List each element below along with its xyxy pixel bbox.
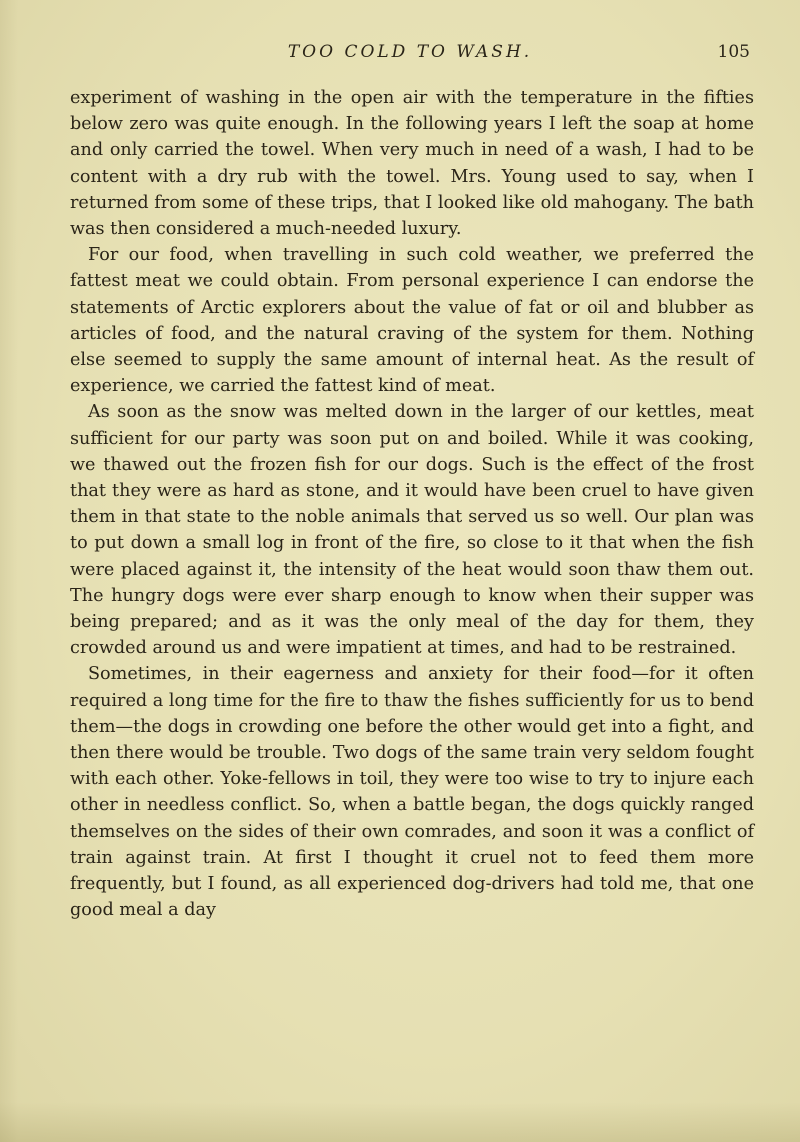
paragraph-3: As soon as the snow was melted down in the larger of our kettles, meat sufficient for our party was soon put on and boiled. While it was cooking, we thawed out the frozen fish for our dogs. Such is the effect of the frost that they were as hard as stone, and it would have been cruel to have given them in that state to the noble animals that served us so well. Our plan was to put down a small log in front of the fire, so close to it that when the fish were placed against it, the intensity of the heat would soon thaw them out. The hungry dogs were ever sharp enough to know when their supper was being prepared; and as it was the only meal of the day for them, they crowded around us and were impatient at times, and had to be restrained. — [70, 402, 754, 659]
page-number: 105 — [717, 42, 750, 62]
running-head: TOO COLD TO WASH. — [287, 42, 533, 62]
page-edge-shadow — [0, 1102, 800, 1142]
paragraph-4: Sometimes, in their eagerness and anxiety for their food—for it often required a long time for the fire to thaw the fishes sufficiently for us to bend them—the dogs in crowding one before the other would get into a fight, and then there would be trouble. Two dogs of the same train very seldom fought with each other. Yoke-fellows in toil, they were too wise to try to injure each other in needless conflict. So, when a battle began, the dogs quickly ranged themselves on the sides of their own comrades, and soon it was a conflict of train against train. At first I thought it cruel not to feed them more frequently, but I found, as all experienced dog-drivers had told me, that one good meal a day — [70, 664, 754, 921]
paragraph-2: For our food, when travelling in such cold weather, we preferred the fattest meat we could obtain. From personal experience I can endorse the statements of Arctic explorers about the value of fat or oil and blubber as articles of food, and the natural craving of the system for them. Nothing else seemed to supply the same amount of internal heat. As the result of experience, we carried the fattest kind of meat. — [70, 245, 754, 397]
paragraph-1: experiment of washing in the open air with the temperature in the fifties below zero was quite enough. In the following years I left the soap at home and only carried the towel. When very much in need of a wash, I had to be content with a dry rub with the towel. Mrs. Young used to say, when I returned from some of these trips, that I looked like old mahogany. The bath was then considered a much-needed luxury. — [70, 88, 754, 240]
page-header — [70, 42, 750, 66]
body-text — [70, 85, 754, 924]
